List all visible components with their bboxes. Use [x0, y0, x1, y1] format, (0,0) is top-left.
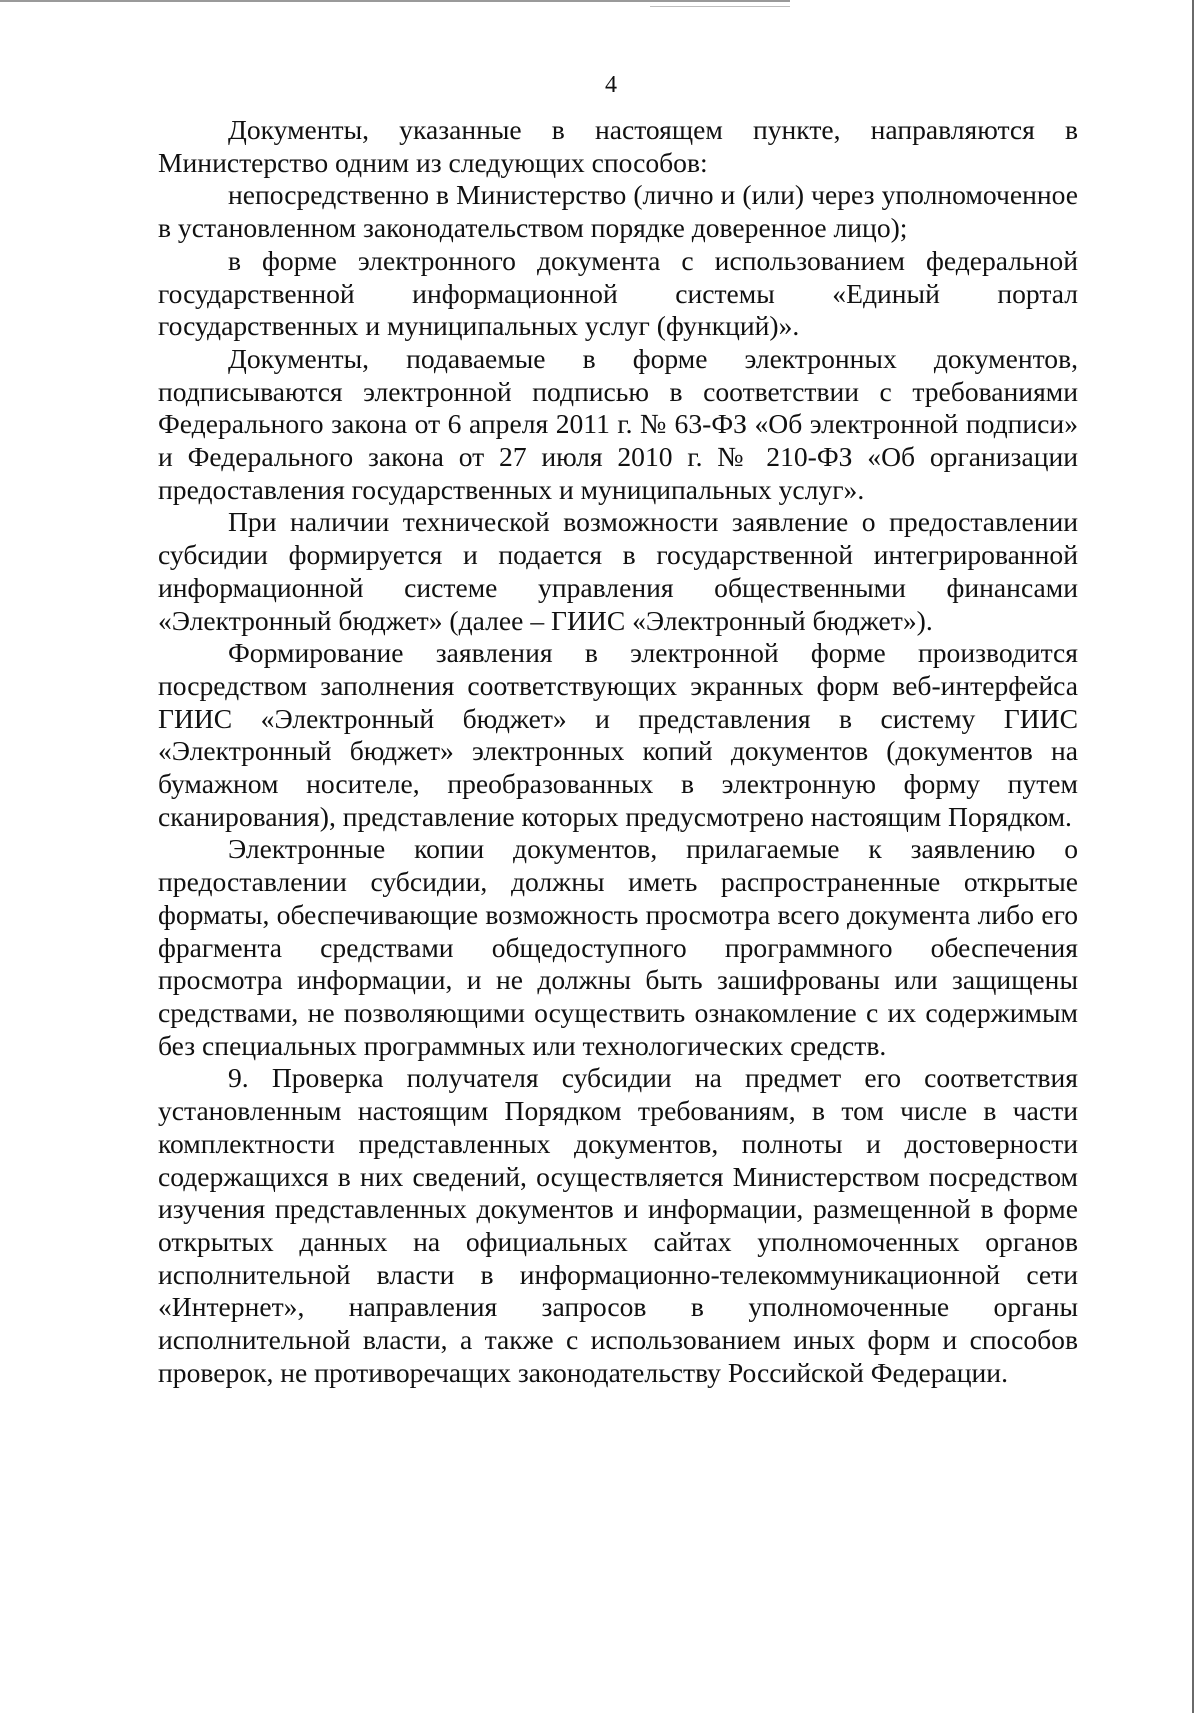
page-number: 4 — [605, 72, 617, 98]
paragraph-giis-submission: При наличии технической возможности заявление о предоставлении субсидии формируется и подается в государственной интегрированной информационной системе управления общественными финансами «Электронный бюджет» (далее – ГИИС «Электронный бюджет»). — [158, 506, 1078, 636]
paragraph-giis-form-filling: Формирование заявления в электронной форме производится посредством заполнения соответствующих экранных форм веб-интерфейса ГИИС «Электронный бюджет» и представления в систему ГИИС «Электронный бюджет» электронных копий документов (документов на бумажном носителе, преобразованных в электронную форму путем сканирования), представление которых предусмотрено настоящим Порядком. — [158, 637, 1078, 832]
document-body — [158, 114, 1078, 1389]
scan-edge-top-fragment — [650, 6, 790, 7]
scan-edge-top — [0, 0, 790, 2]
paragraph-electronic-copies-formats: Электронные копии документов, прилагаемые к заявлению о предоставлении субсидии, должны иметь распространенные открытые форматы, обеспечивающие возможность просмотра всего документа либо его фрагмента средствами общедоступного программного обеспечения просмотра информации, и не должны быть зашифрованы или защищены средствами, не позволяющими осуществить ознакомление с их содержимым без специальных программных или технологических средств. — [158, 833, 1078, 1061]
scan-edge-right — [1192, 0, 1194, 1713]
paragraph-electronic-signature: Документы, подаваемые в форме электронных документов, подписываются электронной подписью в соответствии с требованиями Федерального закона от 6 апреля 2011 г. № 63-ФЗ «Об электронной подписи» и Федерального закона от 27 июля 2010 г. № 210-ФЗ «Об организации предоставления государственных и муниципальных услуг». — [158, 342, 1078, 505]
paragraph-method-electronic: в форме электронного документа с использованием федеральной государственной информационной системы «Единый портал государственных и муниципальных услуг (функций)». — [158, 244, 1078, 342]
paragraph-method-in-person: непосредственно в Министерство (лично и (или) через уполномоченное в установленном законодательством порядке доверенное лицо); — [158, 179, 1078, 244]
paragraph-recipient-verification: 9. Проверка получателя субсидии на предмет его соответствия установленным настоящим Порядком требованиям, в том числе в части комплектности представленных документов, полноты и достоверности содержащихся в них сведений, осуществляется Министерством посредством изучения представленных документов и информации, размещенной в форме открытых данных на официальных сайтах уполномоченных органов исполнительной власти в информационно-телекоммуникационной сети «Интернет», направления запросов в уполномоченные органы исполнительной власти, а также с использованием иных форм и способов проверок, не противоречащих законодательству Российской Федерации. — [158, 1062, 1078, 1388]
paragraph-documents-sent: Документы, указанные в настоящем пункте, направляются в Министерство одним из следующих способов: — [158, 114, 1078, 178]
